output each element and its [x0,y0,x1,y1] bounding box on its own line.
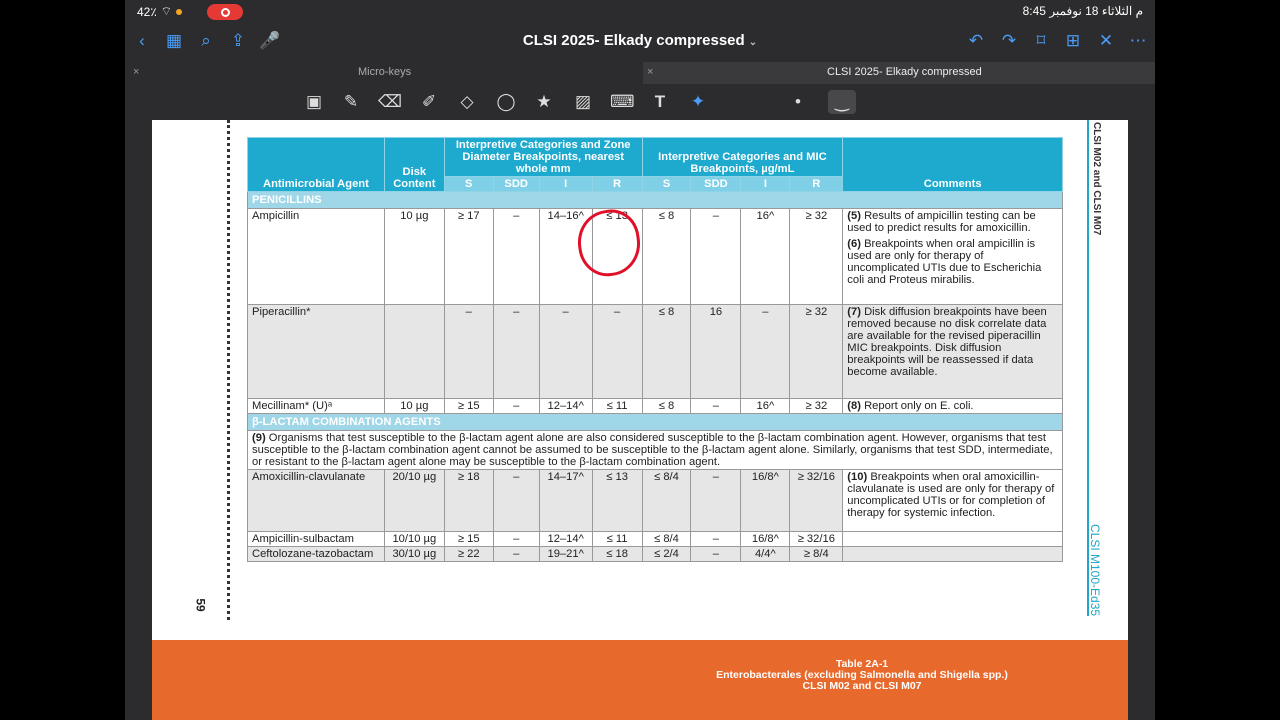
microphone-icon[interactable]: 🎤 [259,31,281,50]
wifi-icon: ⌔ [160,4,173,18]
dot-size-icon[interactable]: • [795,92,801,111]
col-header-zone-i: I [539,177,592,192]
comment-text: Results of ampicillin testing can be used to predict results for amoxicillin. [847,210,1036,234]
comment-number: (6) [847,238,861,250]
zone-r: ≤ 18 [592,547,642,562]
mic-i: 16^ [741,399,790,414]
pdf-page [152,120,1128,720]
annotation-toolbar [125,86,1155,118]
zone-i: 12–14^ [539,399,592,414]
battery-level: 42٪ [137,4,157,19]
status-clock: 8:45 م الثلاثاء 18 نوفمبر [1022,4,1143,18]
col-header-zone-r: R [592,177,642,192]
breakpoint-table [247,137,1063,562]
col-header-mic-s: S [642,177,691,192]
stroke-style-icon[interactable]: ‿ [828,90,856,114]
page-footer [152,640,1128,720]
zone-s: ≥ 18 [444,470,493,532]
sticker-tool-icon[interactable]: ★ [536,92,552,111]
status-bar [125,0,1155,24]
disk-content: 10/10 µg [384,532,444,547]
disk-content: 10 µg [384,209,444,305]
comment-text: Disk diffusion breakpoints have been removed because no disk correlate data are available for the revised piperacillin MIC breakpoints. Disk diffusion breakpoints will be reassessed if data become available. [847,306,1047,378]
col-header-zone: Interpretive Categories and Zone Diameter Breakpoints, nearest whole mm [444,138,642,177]
comment-text: Breakpoints when oral ampicillin is used are only for therapy of uncomplicated UTIs due to Escherichia coli and Proteus mirabilis. [847,238,1042,286]
mic-s: ≤ 8 [642,305,691,399]
agent-name: Ceftolozane-tazobactam [248,547,385,562]
table-row [248,547,1063,562]
zone-i: 14–16^ [539,209,592,305]
shapes-tool-icon[interactable]: ◇ [460,92,474,111]
eraser-tool-icon[interactable]: ⌫ [378,92,403,111]
comment-cell [843,547,1063,562]
section-penicillins: PENICILLINS [248,192,1063,209]
zone-sdd: – [493,209,539,305]
lasso-tool-icon[interactable]: ◯ [496,92,516,111]
footer-organism: Enterobacterales (excluding Salmonella and Shigella spp.) [716,669,1008,681]
battery-indicator [137,4,182,19]
zone-sdd: – [493,547,539,562]
col-header-mic-i: I [741,177,790,192]
lasso-select-icon[interactable]: ▣ [305,92,323,111]
combo-note-row [248,431,1063,470]
combo-note-text: Organisms that test susceptible to the β-lactam agent alone are also considered susceptible to the β-lactam combination agent. However, organisms that test susceptible to the β-lactam combination agent cannot be assumed to be susceptible to the β-lactam agent alone. Similarly, organisms that test SDD, intermediate, or resistant to the β-lactam agent alone may be susceptible to the β-lactam combination agent. [252,432,1053,468]
page-number: 59 [193,598,208,612]
table-row [248,209,1063,305]
section-beta-lactam-combination: β-LACTAM COMBINATION AGENTS [248,414,1063,431]
zone-s: ≥ 17 [444,209,493,305]
col-header-disk: Disk Content [384,138,444,192]
tab-clsi-2025[interactable] [643,62,1155,84]
comment-number: (8) [847,400,861,412]
mic-sdd: – [691,399,741,414]
mic-sdd: – [691,532,741,547]
undo-icon[interactable]: ↶ [968,31,984,50]
col-header-comments: Comments [843,138,1063,192]
col-header-zone-s: S [444,177,493,192]
mic-r: ≥ 8/4 [790,547,843,562]
mic-s: ≤ 8 [642,399,691,414]
col-header-mic-sdd: SDD [691,177,741,192]
navigation-bar [125,28,1155,56]
zone-i: 19–21^ [539,547,592,562]
mic-i: – [741,305,790,399]
side-running-head: CLSI M02 and CLSI M07 [1091,122,1102,236]
col-header-mic: Interpretive Categories and MIC Breakpoints, µg/mL [642,138,843,177]
side-edition-label: CLSI M100-Ed35 [1088,524,1102,617]
mic-sdd: – [691,470,741,532]
mic-s: ≤ 8/4 [642,470,691,532]
mic-s: ≤ 2/4 [642,547,691,562]
col-header-zone-sdd: SDD [493,177,539,192]
comment-cell [843,305,1063,399]
disk-content: 10 µg [384,399,444,414]
zone-r: ≤ 13 [592,209,642,305]
zone-r: ≤ 11 [592,399,642,414]
zone-i: 12–14^ [539,532,592,547]
text-tool-icon[interactable]: T [654,92,666,111]
more-icon[interactable]: ⋯ [1129,31,1147,50]
tab-micro-keys[interactable] [125,62,643,84]
comment-number: (10) [847,471,868,483]
redo-icon[interactable]: ↷ [1001,31,1017,50]
tab-label: CLSI 2025- Elkady compressed [827,66,982,78]
table-row [248,399,1063,414]
zone-sdd: – [493,305,539,399]
zone-i: – [539,305,592,399]
app-window [125,0,1155,720]
comment-cell [843,399,1063,414]
table-row [248,532,1063,547]
mic-sdd: 16 [691,305,741,399]
mic-s: ≤ 8 [642,209,691,305]
mic-r: ≥ 32/16 [790,532,843,547]
comment-cell [843,470,1063,532]
image-tool-icon[interactable]: ▨ [574,92,592,111]
mic-sdd: – [691,209,741,305]
zone-r: ≤ 11 [592,532,642,547]
laser-pointer-icon[interactable]: ✦ [690,92,706,111]
add-page-icon[interactable]: ⊞ [1065,31,1081,50]
comment-text: Report only on E. coli. [864,400,974,412]
mic-r: ≥ 32 [790,209,843,305]
comment-cell [843,209,1063,305]
agent-name: Ampicillin-sulbactam [248,532,385,547]
zone-sdd: – [493,470,539,532]
pen-tool-icon[interactable]: ✎ [343,92,359,111]
disk-content: 30/10 µg [384,547,444,562]
share-icon[interactable]: ⇪ [230,31,246,50]
highlighter-tool-icon[interactable]: ✐ [421,92,437,111]
zone-r: ≤ 13 [592,470,642,532]
screen-recording-icon[interactable] [207,4,243,20]
grid-icon[interactable]: ▦ [165,31,183,50]
zone-sdd: – [493,399,539,414]
table-row [248,305,1063,399]
zone-r: – [592,305,642,399]
comment-number: (7) [847,306,861,318]
mic-r: ≥ 32/16 [790,470,843,532]
mic-s: ≤ 8/4 [642,532,691,547]
comment-number: (9) [252,432,266,444]
tab-close-icon[interactable]: × [133,66,140,78]
mic-i: 4/4^ [741,547,790,562]
mic-i: 16^ [741,209,790,305]
document-title: CLSI 2025- Elkady compressed [522,32,745,49]
tab-label: Micro-keys [358,66,412,78]
mic-sdd: – [691,547,741,562]
col-header-mic-r: R [790,177,843,192]
col-header-agent: Antimicrobial Agent [248,138,385,192]
comment-text: Breakpoints when oral amoxicillin-clavulanate is used are only for therapy of uncomplicated UTIs or for completion of therapy for systemic infection. [847,471,1055,519]
orange-dot-icon [176,9,182,15]
bookmark-icon[interactable]: ⌑ [1036,31,1046,50]
tab-close-icon[interactable]: × [647,66,654,78]
comment-number: (5) [847,210,861,222]
back-icon[interactable]: ‹ [139,31,145,50]
mic-r: ≥ 32 [790,305,843,399]
tab-bar [125,62,1155,84]
mic-i: 16/8^ [741,470,790,532]
search-icon[interactable]: ⌕ [201,31,211,50]
agent-name: Mecillinam* (U)ᵃ [248,399,385,414]
close-icon[interactable]: ✕ [1098,31,1114,50]
combo-note [248,431,1063,470]
mic-r: ≥ 32 [790,399,843,414]
disk-content: 20/10 µg [384,470,444,532]
zone-s: ≥ 15 [444,532,493,547]
footer-table-number: Table 2A-1 [835,658,889,670]
zone-s: ≥ 22 [444,547,493,562]
chevron-down-icon: ⌄ [748,37,758,48]
disk-content [384,305,444,399]
agent-name: Ampicillin [248,209,385,305]
keyboard-tool-icon[interactable]: ⌨ [610,92,635,111]
agent-name: Amoxicillin-clavulanate [248,470,385,532]
dotted-margin [227,120,230,620]
zone-s: – [444,305,493,399]
agent-name: Piperacillin* [248,305,385,399]
zone-i: 14–17^ [539,470,592,532]
comment-cell [843,532,1063,547]
footer-standards: CLSI M02 and CLSI M07 [802,680,922,692]
mic-i: 16/8^ [741,532,790,547]
table-row [248,470,1063,532]
zone-s: ≥ 15 [444,399,493,414]
zone-sdd: – [493,532,539,547]
